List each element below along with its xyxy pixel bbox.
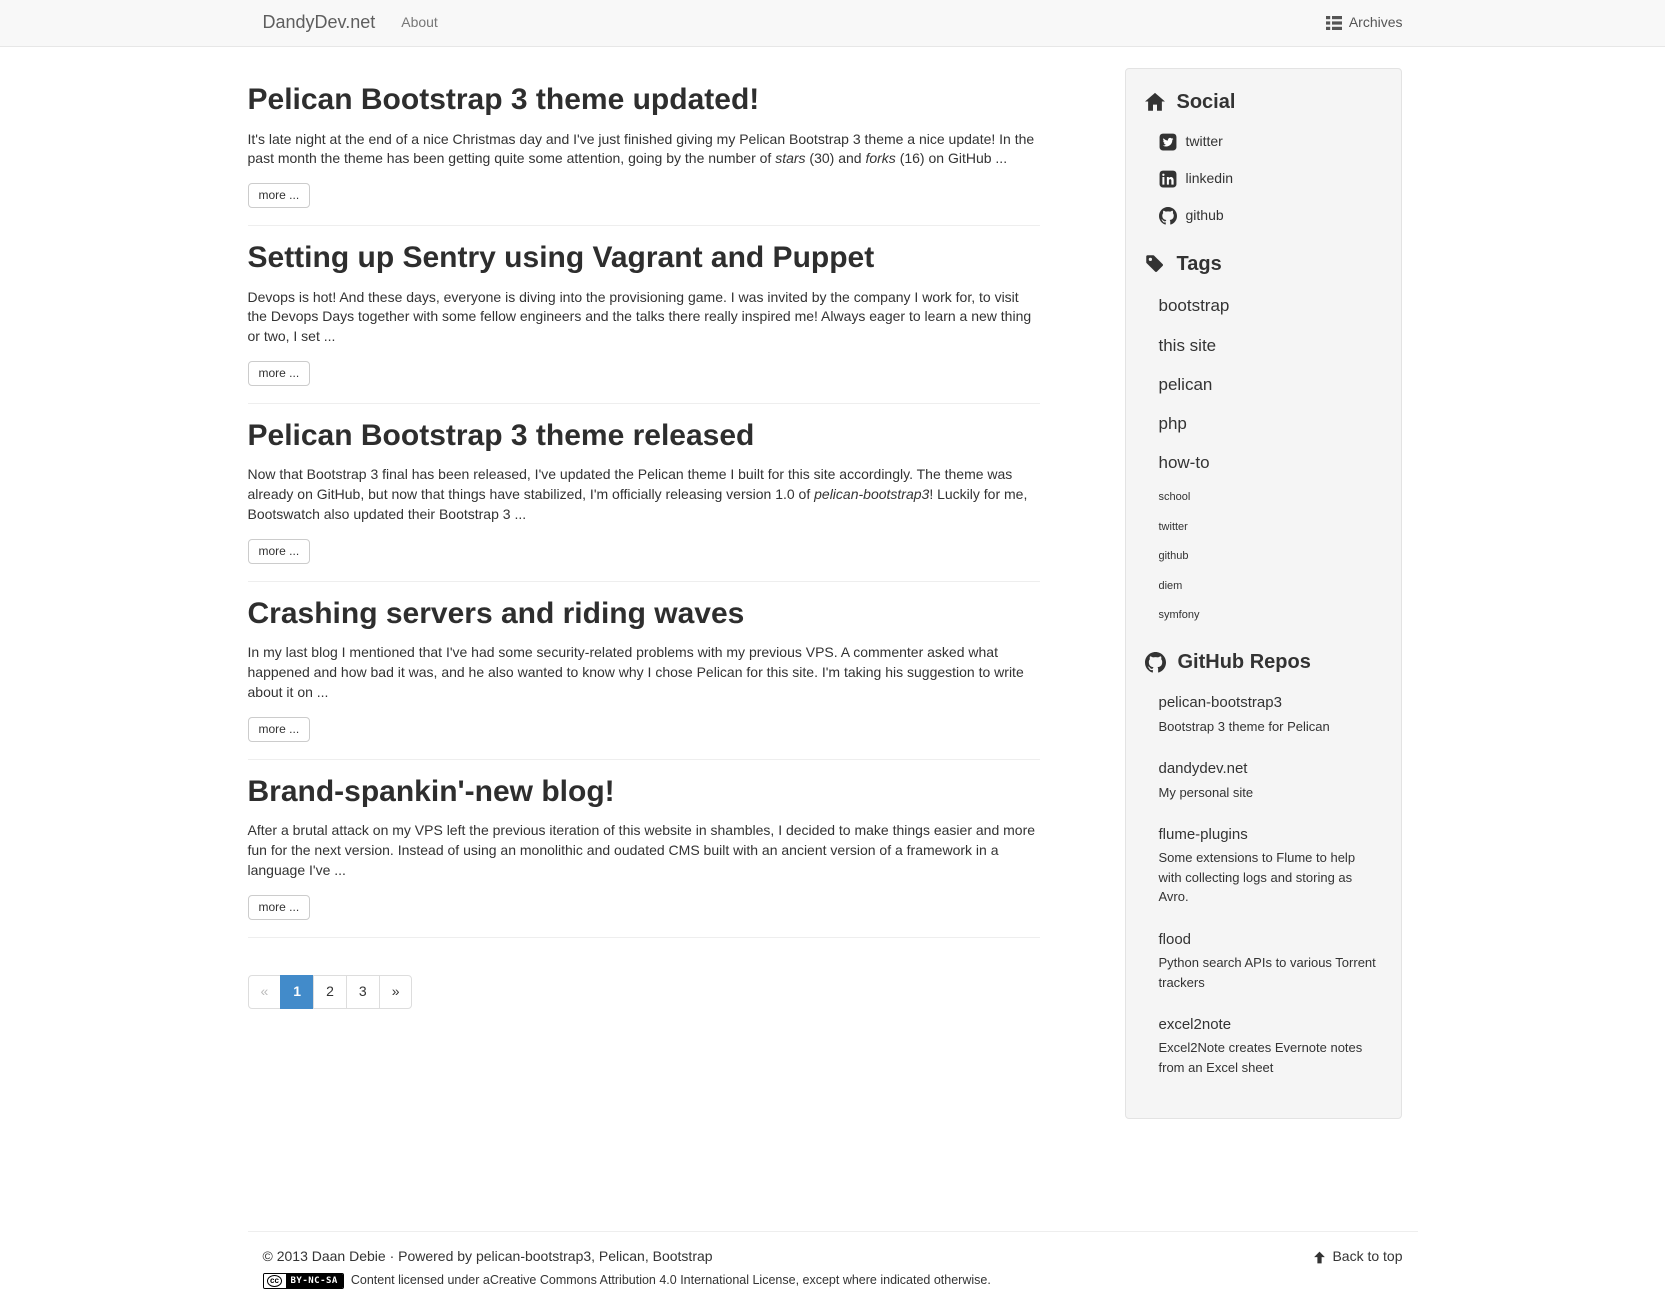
twitter-icon: [1159, 133, 1177, 151]
excerpt-text: stars: [775, 150, 806, 167]
article-excerpt: [248, 130, 1040, 170]
social-heading: [1145, 88, 1382, 116]
tags-heading: [1145, 250, 1382, 278]
article-excerpt: [248, 821, 1040, 881]
pagination-next[interactable]: »: [379, 975, 413, 1009]
article-title: [248, 597, 1040, 632]
tag-link[interactable]: twitter: [1158, 520, 1188, 533]
social-link[interactable]: [1159, 169, 1382, 189]
powered-by-link[interactable]: pelican-bootstrap3: [475, 1248, 592, 1265]
copyright-line: [263, 1247, 1403, 1267]
cc-icon: cc: [267, 1275, 282, 1287]
nav-about-link[interactable]: About: [401, 14, 438, 31]
tag-list: [1145, 294, 1382, 624]
excerpt-text: (16) on GitHub ...: [895, 150, 1008, 167]
article-divider: [248, 581, 1040, 582]
tag-icon: [1145, 254, 1165, 274]
back-to-top-label: Back to top: [1332, 1248, 1403, 1265]
excerpt-text: After a brutal attack on my VPS left the previous iteration of this website in shambles, I decided to make things easier and more fun for the next version. Instead of using an monolithic and oudated CMS built with an ancient version of a framework in a language I've ...: [247, 822, 1036, 879]
article-title: [248, 83, 1040, 118]
article-title-link[interactable]: Setting up Sentry using Vagrant and Puppet: [247, 241, 875, 275]
article-title: [248, 775, 1040, 810]
home-icon: [1145, 92, 1165, 112]
more-button[interactable]: more ...: [248, 717, 311, 742]
repo-name-link[interactable]: dandydev.net: [1158, 760, 1248, 778]
social-link[interactable]: [1159, 206, 1382, 226]
repo-item: [1159, 692, 1382, 736]
social-label: twitter: [1185, 133, 1223, 150]
tag-link[interactable]: php: [1158, 413, 1187, 433]
repos-title: GitHub Repos: [1177, 651, 1311, 674]
article-divider: [248, 937, 1040, 938]
repo-description: Bootstrap 3 theme for Pelican: [1158, 718, 1330, 734]
pagination-page[interactable]: 2: [313, 975, 347, 1009]
tag-link[interactable]: symfony: [1158, 609, 1200, 622]
tag-link[interactable]: school: [1158, 491, 1191, 504]
social-title: Social: [1176, 91, 1236, 113]
powered-by-separator: ,: [591, 1248, 599, 1265]
tags-title: Tags: [1176, 253, 1222, 276]
tag-link[interactable]: how-to: [1158, 452, 1210, 472]
tag-link[interactable]: diem: [1158, 579, 1183, 592]
arrow-up-icon: [1313, 1251, 1326, 1264]
article-title-link[interactable]: Crashing servers and riding waves: [247, 596, 745, 630]
footer: [248, 1231, 1418, 1302]
repo-description: Some extensions to Flume to help with collecting logs and storing as Avro.: [1158, 850, 1356, 905]
repos-heading: [1145, 648, 1382, 676]
excerpt-text: Now that Bootstrap 3 final has been released, I've updated the Pelican theme I built for this site accordingly. The theme was already on GitHub, but now that things have stabilized, I'm officially releasing version 1.0 of: [247, 466, 1013, 503]
tag-link[interactable]: this site: [1158, 335, 1217, 355]
social-link[interactable]: [1159, 132, 1382, 152]
article-excerpt: [248, 465, 1040, 525]
article-excerpt: [248, 288, 1040, 348]
article: [248, 241, 1040, 404]
article-title-link[interactable]: Pelican Bootstrap 3 theme updated!: [247, 83, 760, 116]
repo-list: [1145, 692, 1382, 1077]
excerpt-text: (30) and: [805, 150, 866, 167]
excerpt-text: ! Luckily for me, Bootswatch also updated their Bootstrap 3 ...: [247, 486, 1028, 523]
excerpt-text: It's late night at the end of a nice Christmas day and I've just finished giving my Pelican Bootstrap 3 theme a nice update! In the past month the theme has been getting quite some attention, going by the number of: [247, 130, 1035, 167]
powered-by-separator: ,: [644, 1248, 653, 1265]
pagination-page[interactable]: 3: [346, 975, 380, 1009]
copyright-text: © 2013 Daan Debie · Powered by: [262, 1248, 476, 1265]
repo-item: [1159, 929, 1382, 992]
article: [248, 775, 1040, 938]
repo-item: [1159, 758, 1382, 802]
github-icon: [1145, 652, 1166, 673]
more-button[interactable]: more ...: [248, 539, 311, 564]
excerpt-text: forks: [865, 150, 896, 167]
license-text-suffix: , except where indicated otherwise.: [795, 1273, 991, 1288]
repo-name-link[interactable]: excel2note: [1158, 1016, 1232, 1034]
repo-description: My personal site: [1158, 784, 1254, 800]
excerpt-text: Devops is hot! And these days, everyone is diving into the provisioning game. I was invited by the company I work for, to visit the Devops Days together with some fellow engineers and the talks there really inspired me! Always eager to learn a new thing or two, I set ...: [247, 288, 1032, 345]
tag-link[interactable]: pelican: [1158, 374, 1213, 394]
article-title: [248, 241, 1040, 276]
article: [248, 597, 1040, 760]
more-button[interactable]: more ...: [248, 183, 311, 208]
articles-list: [248, 68, 1040, 1009]
article-title-link[interactable]: Brand-spankin'-new blog!: [247, 774, 615, 808]
nav-archives-label: Archives: [1348, 14, 1403, 31]
navbar: [0, 0, 1665, 47]
nav-archives-link[interactable]: [1326, 13, 1403, 33]
brand-link[interactable]: DandyDev.net: [262, 12, 376, 33]
more-button[interactable]: more ...: [248, 895, 311, 920]
social-list: [1145, 132, 1382, 226]
list-icon: [1326, 15, 1342, 31]
repo-item: [1159, 1014, 1382, 1077]
license-link[interactable]: Creative Commons Attribution 4.0 International License: [489, 1273, 796, 1288]
article: [248, 419, 1040, 582]
github-icon: [1159, 207, 1177, 225]
article: [248, 83, 1040, 226]
excerpt-text: pelican-bootstrap3: [814, 486, 930, 503]
more-button[interactable]: more ...: [248, 361, 311, 386]
article-title: [248, 419, 1040, 454]
repo-name-link[interactable]: flood: [1158, 930, 1192, 948]
powered-by-link[interactable]: Bootstrap: [652, 1248, 713, 1265]
excerpt-text: In my last blog I mentioned that I've had some security-related problems with my previous VPS. A commenter asked what happened and how bad it was, and he also wanted to know why I chose Pelican for this site. I'm taking his suggestion to write about it on ...: [247, 644, 1024, 701]
tag-link[interactable]: bootstrap: [1158, 296, 1230, 316]
pagination: [248, 975, 413, 1009]
article-divider: [248, 759, 1040, 760]
social-label: linkedin: [1185, 170, 1233, 187]
pagination-prev[interactable]: «: [248, 975, 282, 1009]
repo-name-link[interactable]: flume-plugins: [1158, 826, 1248, 844]
article-divider: [248, 403, 1040, 404]
linkedin-icon: [1159, 170, 1177, 188]
repo-description: Excel2Note creates Evernote notes from an Excel sheet: [1158, 1040, 1363, 1075]
cc-badge-label: BY-NC-SA: [286, 1274, 343, 1288]
social-label: github: [1185, 207, 1224, 224]
powered-by-link[interactable]: Pelican: [598, 1248, 645, 1265]
article-divider: [248, 225, 1040, 226]
license-text-prefix: Content licensed under a: [350, 1273, 490, 1288]
repo-item: [1159, 824, 1382, 907]
article-title-link[interactable]: Pelican Bootstrap 3 theme released: [247, 418, 755, 452]
cc-license-badge[interactable]: [263, 1273, 344, 1289]
pagination-page[interactable]: 1: [280, 975, 314, 1009]
back-to-top-link[interactable]: [1313, 1247, 1402, 1267]
license-line: [263, 1272, 1403, 1290]
repo-name-link[interactable]: pelican-bootstrap3: [1158, 694, 1282, 712]
repo-description: Python search APIs to various Torrent trackers: [1158, 955, 1376, 990]
tag-link[interactable]: github: [1158, 550, 1189, 563]
sidebar: [1125, 68, 1402, 1119]
article-excerpt: [248, 643, 1040, 703]
